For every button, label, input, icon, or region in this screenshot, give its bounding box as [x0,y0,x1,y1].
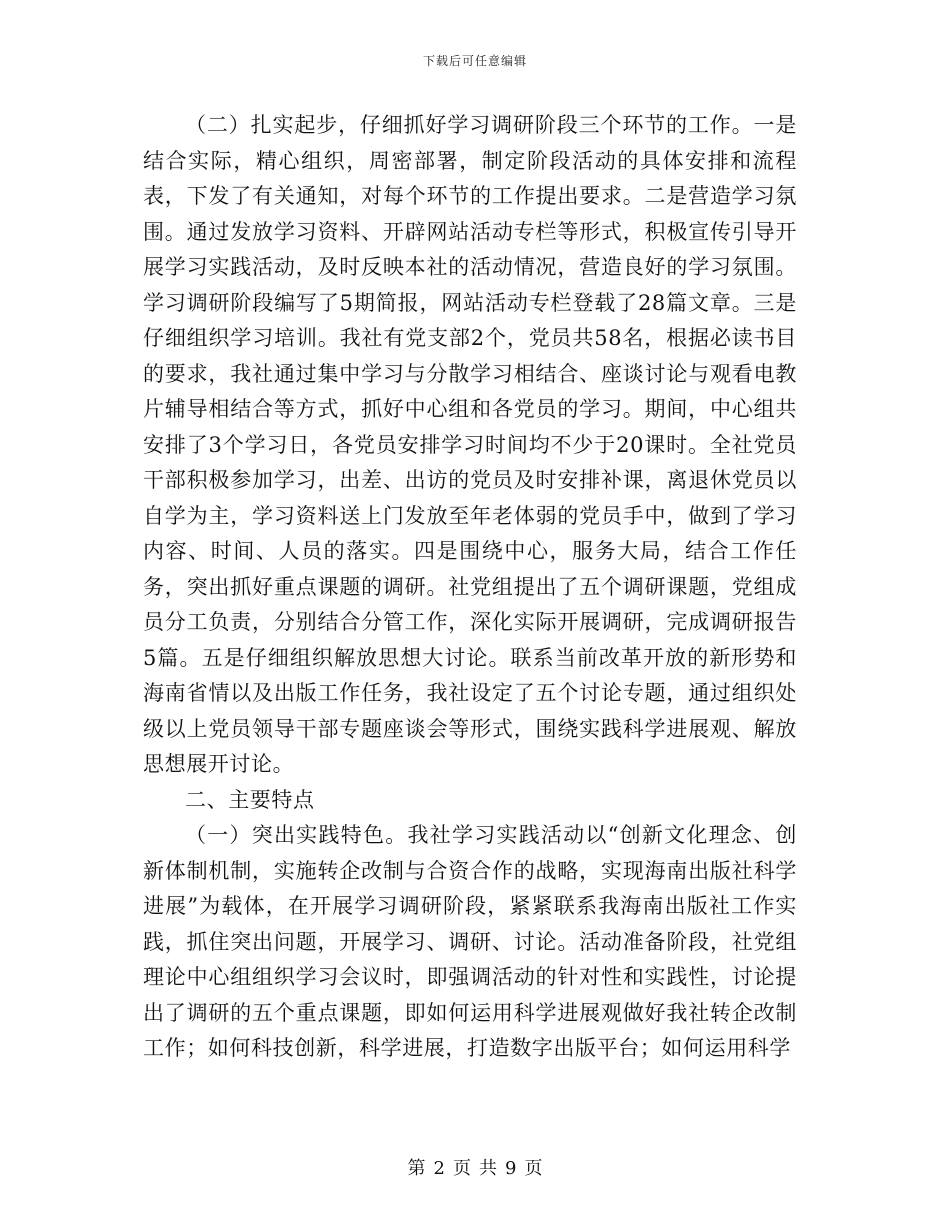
document-body [143,108,797,1067]
page-header-note: 下载后可任意编辑 [422,54,527,68]
footer-label-prefix: 第 [407,1158,426,1179]
footer-total-pages: 9 [505,1158,517,1179]
body-paragraph-1: （二）扎实起步，仔细抓好学习调研阶段三个环节的工作。一是结合实际，精心组织，周密部署，制定阶段活动的具体安排和流程表，下发了有关通知，对每个环节的工作提出要求。二是营造学习氛围。通过发放学习资料、开辟网站活动专栏等形式，积极宣传引导开展学习实践活动，及时反映本社的活动情况，营造良好的学习氛围。学习调研阶段编写了5期简报，网站活动专栏登载了28篇文章。三是仔细组织学习培训。我社有党支部2个，党员共58名，根据必读书目的要求，我社通过集中学习与分散学习相结合、座谈讨论与观看电教片辅导相结合等方式，抓好中心组和各党员的学习。期间，中心组共安排了3个学习日，各党员安排学习时间均不少于20课时。全社党员干部积极参加学习，出差、出访的党员及时安排补课，离退休党员以自学为主，学习资料送上门发放至年老体弱的党员手中，做到了学习内容、时间、人员的落实。四是围绕中心，服务大局，结合工作任务，突出抓好重点课题的调研。社党组提出了五个调研课题，党组成员分工负责，分别结合分管工作，深化实际开展调研，完成调研报告5篇。五是仔细组织解放思想大讨论。联系当前改革开放的新形势和海南省情以及出版工作任务，我社设定了五个讨论专题，通过组织处级以上党员领导干部专题座谈会等形式，围绕实践科学进展观、解放思想展开讨论。 [143,113,797,776]
page-footer [0,1154,950,1180]
section-heading: 二、主要特点 [185,787,315,812]
footer-label-suffix: 页 [524,1158,543,1179]
footer-label-total: 共 [479,1158,497,1179]
footer-current-page: 2 [433,1158,445,1179]
body-paragraph-2: （一）突出实践特色。我社学习实践活动以“创新文化理念、创新体制机制，实施转企改制与合资合作的战略，实现海南出版社科学进展”为载体，在开展学习调研阶段，紧紧联系我海南出版社工作实践，抓住突出问题，开展学习、调研、讨论。活动准备阶段，社党组理论中心组组织学习会议时，即强调活动的针对性和实践性，讨论提出了调研的五个重点课题，即如何运用科学进展观做好我社转企改制工作；如何科技创新，科学进展，打造数字出版平台；如何运用科学 [143,823,797,1060]
footer-label-page: 页 [453,1158,471,1179]
